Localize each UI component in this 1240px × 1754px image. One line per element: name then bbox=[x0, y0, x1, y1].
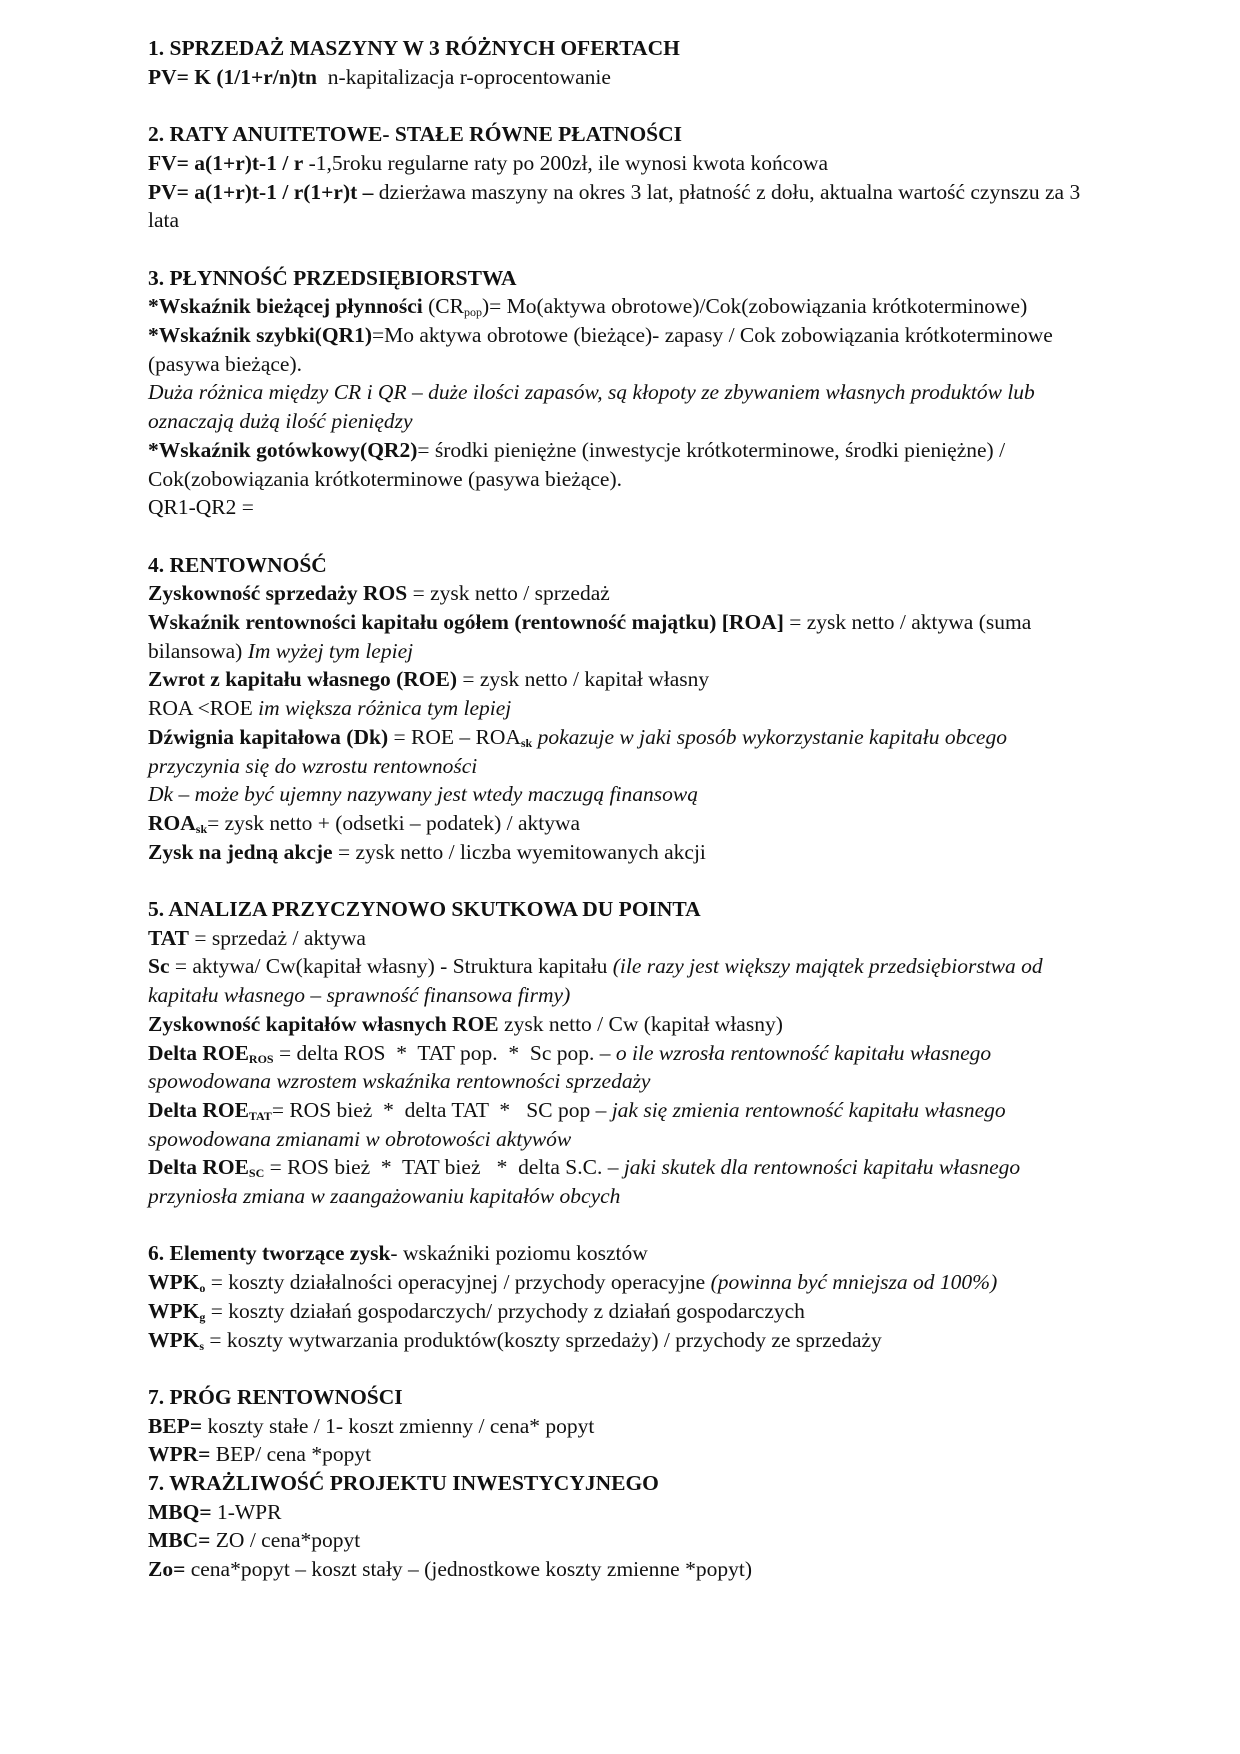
formula-line: PV= K (1/1+r/n)tn n-kapitalizacja r-oprocentowanie bbox=[148, 64, 611, 89]
section-sensitivity bbox=[148, 1469, 1088, 1584]
formula-line: Zo= cena*popyt – koszt stały – (jednostkowe koszty zmienne *popyt) bbox=[148, 1557, 752, 1582]
section-heading: 2. RATY ANUITETOWE- STAŁE RÓWNE PŁATNOŚCI bbox=[148, 122, 683, 147]
formula-line: BEP= koszty stałe / 1- koszt zmienny / cena* popyt bbox=[148, 1413, 595, 1438]
formula-line: QR1-QR2 = bbox=[148, 495, 254, 520]
section-heading: 7. PRÓG RENTOWNOŚCI bbox=[148, 1384, 403, 1409]
formula-line: $WPK_g$ = koszty działań gospodarczych/ przychody z działań gospodarczych bbox=[148, 1298, 805, 1324]
formula-line: WPR= BEP/ cena *popyt bbox=[148, 1442, 372, 1467]
section-heading: 1. SPRZEDAŻ MASZYNY W 3 RÓŻNYCH OFERTACH bbox=[148, 36, 680, 60]
formula-line: MBC= ZO / cena*popyt bbox=[148, 1528, 361, 1553]
section-heading: 5. ANALIZA PRZYCZYNOWO SKUTKOWA DU POINTA bbox=[148, 897, 701, 922]
note-line: Dk – może być ujemny nazywany jest wtedy maczugą finansową bbox=[148, 782, 698, 807]
document-page bbox=[148, 34, 1088, 1613]
section-break-even bbox=[148, 1383, 1088, 1469]
formula-line: Delta $ROE_{ROS}$ = delta ROS * TAT pop. * Sc pop. – o ile wzrosła rentowność kapitału własnego spowodowana wzrostem wskaźnika rentowności sprzedaży bbox=[148, 1040, 992, 1094]
formula-line: PV= a(1+r)t-1 / r(1+r)t – dzierżawa maszyny na okres 3 lat, płatność z dołu, aktualna wartość czynszu za 3 lata bbox=[148, 179, 1081, 233]
formula-line: Zwrot z kapitału własnego (ROE) = zysk netto / kapitał własny bbox=[148, 667, 710, 692]
formula-line: $WPK_o$ = koszty działalności operacyjnej / przychody operacyjne (powinna być mniejsza od 100%) bbox=[148, 1270, 998, 1296]
formula-line: Zysk na jedną akcje = zysk netto / liczba wyemitowanych akcji bbox=[148, 839, 706, 864]
formula-line: Sc = aktywa/ Cw(kapitał własny) - Struktura kapitału (ile razy jest większy majątek przedsiębiorstwa od kapitału własnego – sprawność finansowa firmy) bbox=[148, 954, 1043, 1008]
section-profitability bbox=[148, 551, 1088, 867]
formula-line: Zyskowność kapitałów własnych ROE zysk netto / Cw (kapitał własny) bbox=[148, 1011, 783, 1036]
formula-line: *Wskaźnik gotówkowy(QR2)= środki pieniężne (inwestycje krótkoterminowe, środki pieniężne) / Cok(zobowiązania krótkoterminowe (pasywa bieżące). bbox=[148, 437, 1006, 491]
note-line: Duża różnica między CR i QR – duże ilości zapasów, są kłopoty ze zbywaniem własnych produktów lub oznaczają dużą ilość pieniędzy bbox=[148, 380, 1035, 434]
formula-line: $WPK_s$ = koszty wytwarzania produktów(koszty sprzedaży) / przychody ze sprzedaży bbox=[148, 1327, 882, 1353]
section-heading: 3. PŁYNNOŚĆ PRZEDSIĘBIORSTWA bbox=[148, 265, 517, 290]
section-heading: 4. RENTOWNOŚĆ bbox=[148, 552, 327, 577]
section-annuity bbox=[148, 120, 1088, 235]
formula-line: TAT = sprzedaż / aktywa bbox=[148, 925, 366, 950]
formula-line: $ROA_{sk}=$ zysk netto + (odsetki – podatek) / aktywa bbox=[148, 810, 581, 836]
formula-line: *Wskaźnik szybki(QR1)=Mo aktywa obrotowe (bieżące)- zapasy / Cok zobowiązania krótkoterminowe (pasywa bieżące). bbox=[148, 323, 1053, 376]
section-heading: 7. WRAŻLIWOŚĆ PROJEKTU INWESTYCYJNEGO bbox=[148, 1471, 659, 1496]
formula-line: Wskaźnik rentowności kapitału ogółem (rentowność majątku) [ROA] = zysk netto / aktywa (suma bilansowa) Im wyżej tym lepiej bbox=[148, 610, 1032, 663]
formula-line: Dźwignia kapitałowa (Dk) = ROE – $ROA_{sk}$ pokazuje w jaki sposób wykorzystanie kapitału obcego przyczynia się do wzrostu rentowności bbox=[148, 724, 1007, 778]
formula-line: MBQ= 1-WPR bbox=[148, 1499, 282, 1524]
section-profit-elements bbox=[148, 1239, 1088, 1354]
formula-line: ROA <ROE im większa różnica tym lepiej bbox=[148, 696, 512, 721]
formula-line: Zyskowność sprzedaży ROS = zysk netto / sprzedaż bbox=[148, 581, 610, 606]
section-liquidity bbox=[148, 264, 1088, 522]
formula-line: FV= a(1+r)t-1 / r -1,5roku regularne raty po 200zł, ile wynosi kwota końcowa bbox=[148, 150, 829, 175]
formula-line: Delta $ROE_{SC}$ = ROS bież * TAT bież * delta S.C. – jaki skutek dla rentowności kapitału własnego przyniosła zmiana w zaangażowaniu kapitałów obcych bbox=[148, 1155, 1021, 1209]
formula-line: *Wskaźnik bieżącej płynności $(CR_{pop})=$ Mo(aktywa obrotowe)/Cok(zobowiązania krótkoterminowe) bbox=[148, 294, 1028, 320]
section-sale-offers bbox=[148, 34, 1088, 91]
formula-line: Delta $ROE_{TAT}=$ ROS bież * delta TAT * SC pop – jak się zmienia rentowność kapitału własnego spowodowana zmianami w obrotowości aktywów bbox=[148, 1097, 1006, 1151]
section-dupont bbox=[148, 895, 1088, 1211]
section-heading: 6. Elementy tworzące zysk- wskaźniki poziomu kosztów bbox=[148, 1241, 648, 1266]
